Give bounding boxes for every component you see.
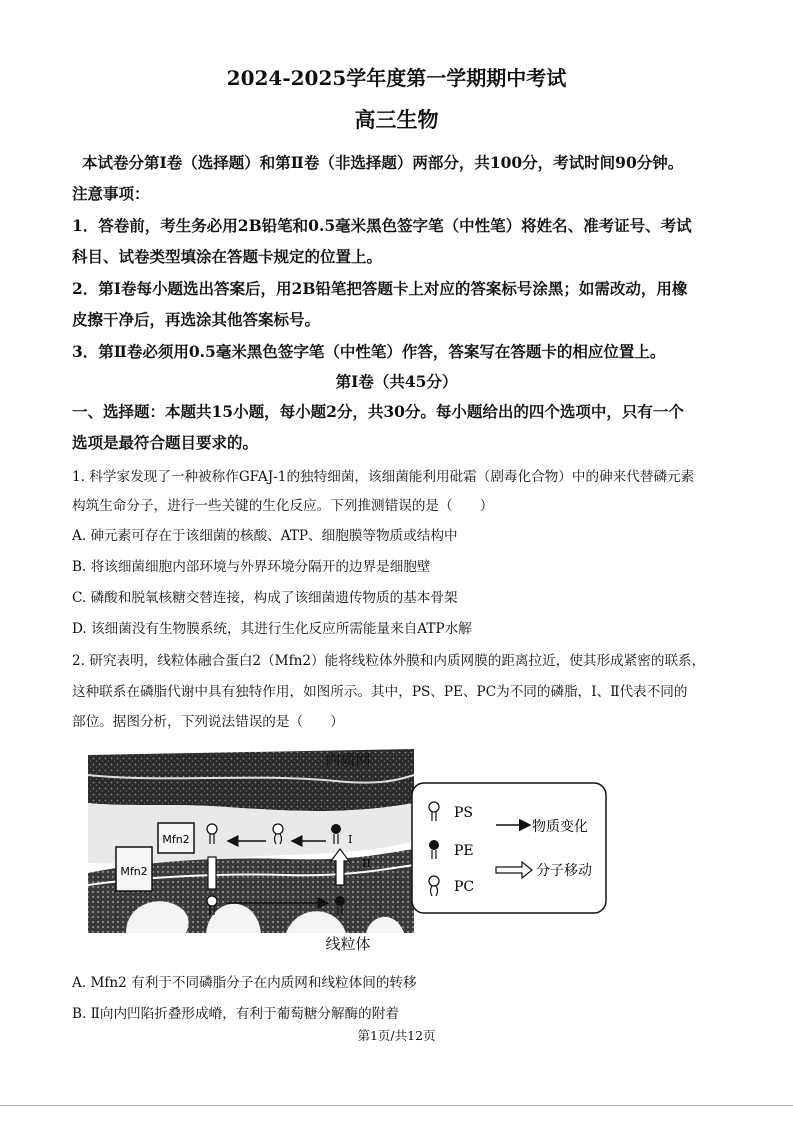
notice-line: 科目、试卷类型填涂在答题卡规定的位置上。 [72, 247, 383, 266]
legend-pe-label: PE [454, 843, 474, 859]
notice-line: 3．第Ⅱ卷必须用0.5毫米黑色签字笔（中性笔）作答，答案写在答题卡的相应位置上。 [72, 342, 666, 361]
site-1-label: I [348, 833, 353, 846]
site-2-label: II [362, 857, 371, 870]
er-label: 内质网 [325, 751, 371, 769]
notice-line: 皮擦干净后，再选涂其他答案标号。 [72, 310, 321, 329]
page-divider [0, 1105, 793, 1106]
exam-title: 2024-2025学年度第一学期期中考试 [226, 66, 567, 90]
q2-stem: 部位。据图分析，下列说法错误的是（ ） [72, 714, 344, 730]
exam-subject: 高三生物 [354, 107, 439, 132]
legend-ps-label: PS [454, 805, 474, 821]
section1-instructions: 一、选择题：本题共15小题，每小题2分，共30分。每小题给出的四个选项中，只有一个 [72, 402, 684, 421]
q2-stem: 2. 研究表明，线粒体融合蛋白2（Mfn2）能将线粒体外膜和内质网膜的距离拉近，使其形成紧密的联系， [72, 653, 706, 669]
legend-pc-label: PC [454, 879, 475, 895]
q1-option-d: D. 该细菌没有生物膜系统，其进行生化反应所需能量来自ATP水解 [72, 621, 472, 637]
legend-box [412, 783, 606, 913]
mfn2-label: Mfn2 [162, 833, 190, 846]
q2-stem: 这种联系在磷脂代谢中具有独特作用，如图所示。其中，PS、PE、PC为不同的磷脂，Ⅰ、Ⅱ代表不同的 [72, 684, 688, 700]
q1-stem: 1. 科学家发现了一种被称作GFAJ-1的独特细菌，该细菌能利用砒霜（剧毒化合物）中的砷来代替磷元素 [72, 469, 695, 485]
notice-line: 1．答卷前，考生务必用2B铅笔和0.5毫米黑色签字笔（中性笔）将姓名、准考证号、考试 [72, 216, 692, 235]
q2-option-b: B. Ⅱ向内凹陷折叠形成嵴，有利于葡萄糖分解酶的附着 [72, 1006, 399, 1022]
section1-instructions: 选项是最符合题目要求的。 [72, 433, 259, 452]
page-footer: 第1页/共12页 [357, 1028, 436, 1043]
q1-option-b: B. 将该细菌细胞内部环境与外界环境分隔开的边界是细胞壁 [72, 559, 431, 575]
mfn2-label: Mfn2 [120, 865, 148, 878]
move-arrow [208, 857, 216, 889]
q1-option-c: C. 磷酸和脱氧核糖交替连接，构成了该细菌遗传物质的基本骨架 [72, 590, 458, 606]
legend-change-label: 物质变化 [532, 819, 588, 835]
q1-option-a: A. 砷元素可存在于该细菌的核酸、ATP、细胞膜等物质或结构中 [72, 528, 458, 544]
mitochondrion-label: 线粒体 [325, 935, 371, 953]
notice-heading: 注意事项： [72, 184, 150, 203]
q2-option-a: A. Mfn2 有利于不同磷脂分子在内质网和线粒体间的转移 [72, 975, 417, 991]
legend-move-label: 分子移动 [536, 863, 592, 879]
membrane-contact-figure [86, 745, 610, 955]
notice-line: 2．第Ⅰ卷每小题选出答案后，用2B铅笔把答题卡上对应的答案标号涂黑；如需改动，用橡 [72, 279, 688, 298]
part1-heading: 第Ⅰ卷（共45分） [335, 372, 458, 391]
intro-text: 本试卷分第Ⅰ卷（选择题）和第Ⅱ卷（非选择题）两部分，共100分，考试时间90分钟。 [82, 153, 684, 172]
q1-stem: 构筑生命分子，进行一些关键的生化反应。下列推测错误的是（ ） [72, 498, 494, 514]
